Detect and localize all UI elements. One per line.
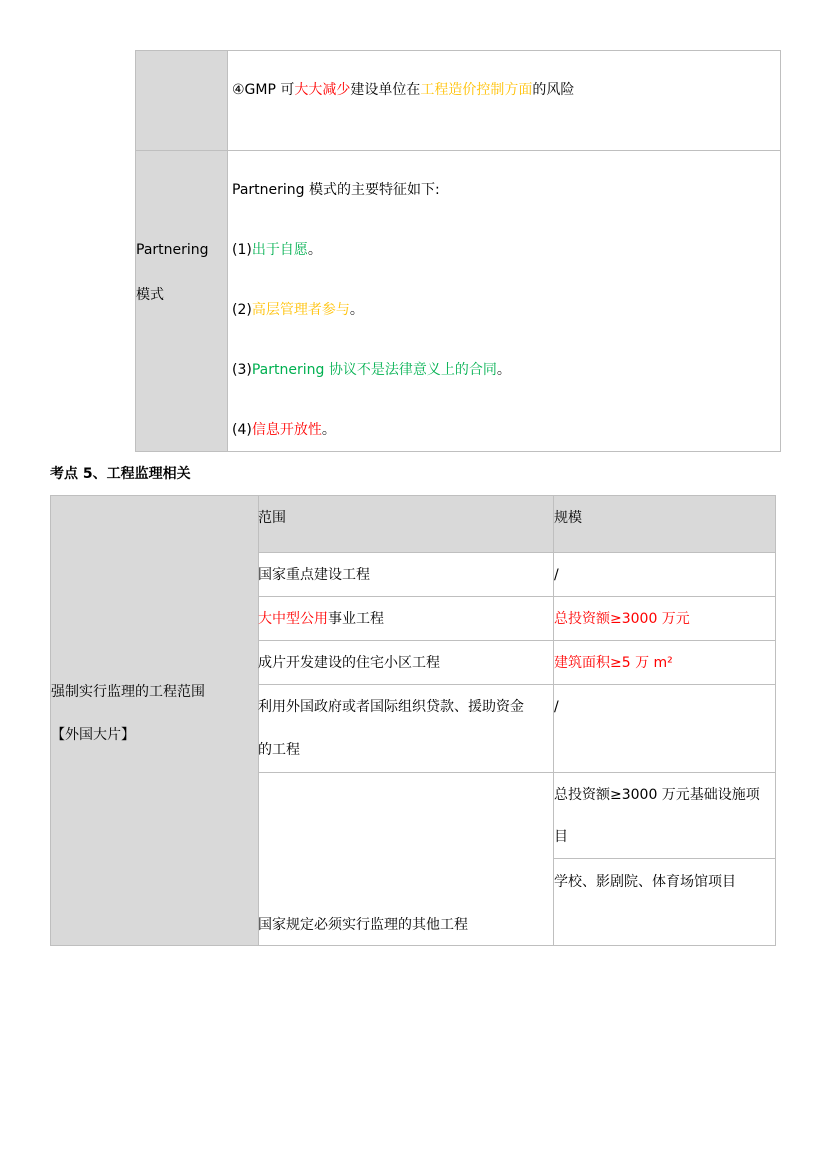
feature-item: [232, 360, 511, 380]
text: 的风险: [532, 82, 575, 98]
scope-cell: 利用外国政府或者国际组织贷款、援助资金: [258, 699, 524, 715]
text: (2): [232, 302, 252, 318]
text: 。: [307, 242, 322, 258]
column-header-scope: 范围: [258, 510, 286, 526]
table2-header-row: [258, 495, 775, 552]
gmp-text: [232, 80, 574, 100]
scope-cell: 成片开发建设的住宅小区工程: [258, 655, 440, 671]
text: 大大减少: [294, 82, 351, 98]
text: (4): [232, 422, 252, 438]
row-label: 强制实行监理的工程范围: [51, 684, 205, 700]
row-label: 【外国大片】: [51, 727, 135, 743]
scope-cell: 国家规定必须实行监理的其他工程: [258, 917, 468, 933]
scale-cell: /: [554, 699, 559, 715]
feature-item: [232, 240, 322, 260]
scope-cell: 的工程: [258, 742, 300, 758]
section-heading: 考点 5、工程监理相关: [50, 466, 191, 482]
feature-item: [232, 420, 336, 440]
text: 。: [496, 362, 511, 378]
text: 。: [321, 422, 336, 438]
text: 事业工程: [328, 611, 384, 627]
text: 信息开放性: [251, 422, 322, 438]
text: 。: [349, 302, 364, 318]
text: (1): [232, 242, 252, 258]
scale-cell: 学校、影剧院、体育场馆项目: [554, 874, 736, 890]
text: 出于自愿: [251, 242, 308, 258]
scale-cell: 总投资额≥3000 万元基础设施项: [554, 787, 760, 803]
text: 工程造价控制方面: [420, 82, 533, 98]
scope-cell: 国家重点建设工程: [258, 567, 370, 583]
scope-cell: [258, 609, 384, 629]
row-label: Partnering: [136, 242, 209, 258]
text: Partnering 协议不是法律意义上的合同: [251, 362, 497, 378]
text: ④GMP 可: [232, 82, 295, 98]
column-header-scale: 规模: [554, 510, 582, 526]
row-label: 模式: [136, 287, 164, 303]
text: 高层管理者参与: [251, 302, 350, 318]
scale-cell: /: [554, 567, 559, 583]
text: 建设单位在: [350, 82, 421, 98]
scale-cell: 总投资额≥3000 万元: [554, 611, 690, 627]
feature-item: [232, 300, 364, 320]
table2-left-column: [50, 495, 258, 945]
scale-cell: 目: [554, 829, 568, 845]
scale-cell: 建筑面积≥5 万 m²: [554, 655, 673, 671]
intro-text: Partnering 模式的主要特征如下:: [232, 182, 440, 198]
text: 大中型公用: [258, 611, 328, 627]
text: (3): [232, 362, 252, 378]
